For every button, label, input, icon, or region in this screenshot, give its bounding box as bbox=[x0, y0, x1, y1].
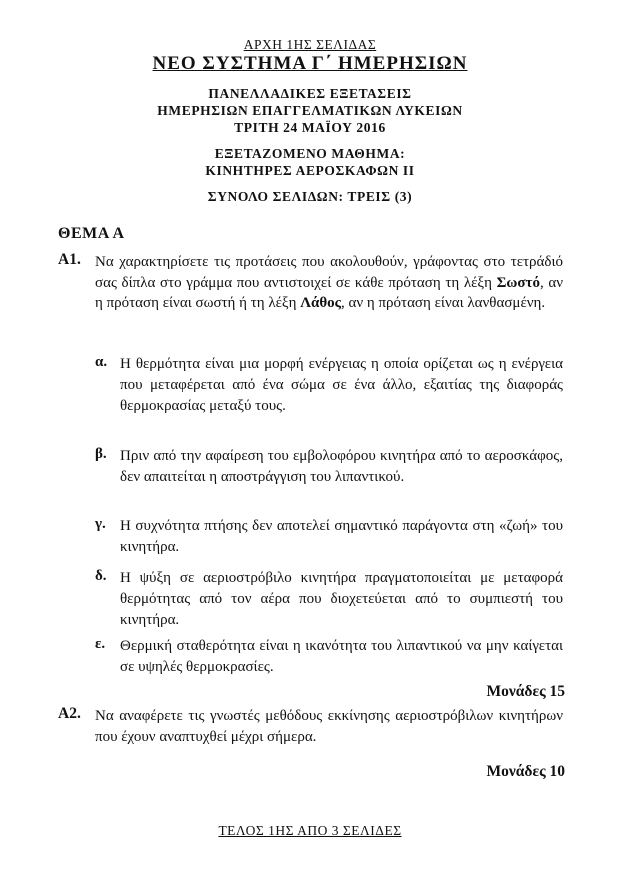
theme-title: ΘΕΜΑ Α bbox=[58, 225, 125, 242]
intro-text: Να χαρακτηρίσετε τις προτάσεις που ακολουθούν, γράφοντας στο τετράδιό σας δίπλα στο γράμμα που αντιστοιχεί σε κάθε πρόταση τη λέξη bbox=[95, 254, 563, 291]
item-text-a: Η θερμότητα είναι μια μορφή ενέργειας η οποία ορίζεται ως η ενέργεια που μεταφέρεται από ένα σώμα σε ένα άλλο, εξαιτίας της διαφοράς θερμοκρασίας μεταξύ τους. bbox=[120, 356, 563, 414]
question-a2-number: Α2. bbox=[58, 705, 81, 722]
word-wrong: Λάθος bbox=[300, 295, 341, 311]
school-type: ΗΜΕΡΗΣΙΩΝ ΕΠΑΓΓΕΛΜΑΤΙΚΩΝ ΛΥΚΕΙΩΝ bbox=[157, 103, 463, 118]
question-a1-intro bbox=[95, 252, 563, 314]
system-title: ΝΕΟ ΣΥΣΤΗΜΑ Γ΄ ΗΜΕΡΗΣΙΩΝ bbox=[152, 53, 468, 74]
item-text-d: Η ψύξη σε αεριοστρόβιλο κινητήρα πραγματοποιείται με μεταφορά θερμότητας από τον αέρα που διοχετεύεται από το συμπιεστή του κινητήρα. bbox=[120, 570, 563, 628]
exam-title: ΠΑΝΕΛΛΑΔΙΚΕΣ ΕΞΕΤΑΣΕΙΣ bbox=[208, 86, 412, 101]
question-a1-number: Α1. bbox=[58, 251, 81, 268]
page-end-marker: ΤΕΛΟΣ 1ΗΣ ΑΠΟ 3 ΣΕΛΙΔΕΣ bbox=[218, 823, 402, 838]
item-text-c: Η συχνότητα πτήσης δεν αποτελεί σημαντικό παράγοντα στη «ζωή» του κινητήρα. bbox=[120, 518, 563, 555]
item-text-b: Πριν από την αφαίρεση του εμβολοφόρου κινητήρα από το αεροσκάφος, δεν απαιτείται η αποστράγγιση του λιπαντικού. bbox=[120, 448, 563, 485]
intro-text: , αν η πρόταση είναι σωστή ή τη λέξη bbox=[95, 274, 563, 311]
page-count: ΣΥΝΟΛΟ ΣΕΛΙΔΩΝ: ΤΡΕΙΣ (3) bbox=[207, 189, 413, 204]
item-letter-c: γ. bbox=[95, 516, 106, 532]
word-correct: Σωστό bbox=[496, 274, 540, 291]
subject-name: ΚΙΝΗΤΗΡΕΣ ΑΕΡΟΣΚΑΦΩΝ ΙΙ bbox=[205, 163, 415, 178]
item-text-e: Θερμική σταθερότητα είναι η ικανότητα του λιπαντικού να μην καίγεται σε υψηλές θερμοκρασίες. bbox=[120, 638, 563, 675]
item-letter-a: α. bbox=[95, 354, 108, 370]
subject-label: ΕΞΕΤΑΖΟΜΕΝΟ ΜΑΘΗΜΑ: bbox=[214, 146, 406, 161]
item-letter-d: δ. bbox=[95, 568, 107, 584]
item-letter-e: ε. bbox=[95, 636, 106, 652]
item-letter-b: β. bbox=[95, 446, 107, 462]
a1-marks: Μονάδες 15 bbox=[486, 683, 565, 700]
question-a2-text: Να αναφέρετε τις γνωστές μεθόδους εκκίνησης αεριοστρόβιλων κινητήρων που έχουν αναπτυχθεί μέχρι σήμερα. bbox=[95, 708, 563, 745]
page-start-marker: ΑΡΧΗ 1ΗΣ ΣΕΛΙΔΑΣ bbox=[243, 37, 377, 52]
intro-text: , αν η πρόταση είναι λανθασμένη. bbox=[341, 295, 546, 311]
a2-marks: Μονάδες 10 bbox=[486, 763, 565, 780]
exam-date: ΤΡΙΤΗ 24 ΜΑΪΟΥ 2016 bbox=[234, 120, 386, 135]
